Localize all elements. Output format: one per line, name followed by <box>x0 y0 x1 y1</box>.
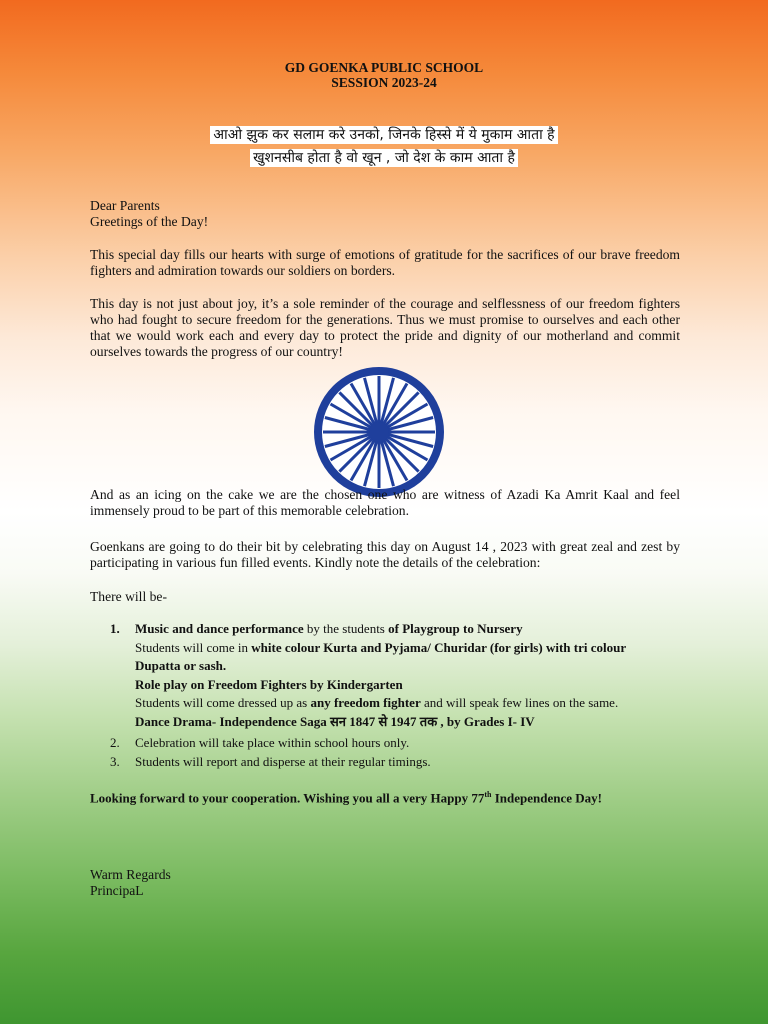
list-item-1-line-6: Dance Drama- Independence Saga सन 1847 से 1947 तक , by Grades I- IV <box>135 714 535 729</box>
closing-wish: Looking forward to your cooperation. Wishing you all a very Happy 77th Independence Day! <box>90 790 603 806</box>
list-number-3: 3. <box>110 754 120 769</box>
shayari-line-1 <box>0 125 768 144</box>
paragraph-celebration: Goenkans are going to do their bit by celebrating this day on August 14 , 2023 with great zeal and zest by participating in various fun filled events. Kindly note the details of the celebration: <box>90 539 680 570</box>
list-item-2: Celebration will take place within school hours only. <box>135 735 410 750</box>
list-number-2: 2. <box>110 735 120 750</box>
list-item-3: Students will report and disperse at their regular timings. <box>135 754 431 769</box>
shayari-line-1-text: आओ झुक कर सलाम करे उनको, जिनके हिस्से में ये मुकाम आता है <box>210 126 557 144</box>
shayari-line-2-text: खुशनसीब होता है वो खून , जो देश के काम आता है <box>250 149 518 167</box>
list-item-1-line-1: Music and dance performance by the students of Playgroup to Nursery <box>135 621 523 636</box>
paragraph-gratitude: This special day fills our hearts with surge of emotions of gratitude for the sacrifices of our brave freedom fighters and admiration towards our soldiers on borders. <box>90 247 680 278</box>
shayari-line-2 <box>0 148 768 167</box>
list-item-1-line-2: Students will come in white colour Kurta and Pyjama/ Churidar (for girls) with tri colour <box>135 639 627 655</box>
paragraph-reminder: This day is not just about joy, it’s a sole reminder of the courage and selflessness of our freedom fighters who had fought to secure freedom for the generations. Thus we must promise to ourselves and each other that we would work each and every day to protect the pride and dignity of our motherland and commit ourselves towards the progress of our country! <box>90 296 680 359</box>
regards: Warm Regards <box>90 867 171 882</box>
signature: PrincipaL <box>90 883 144 898</box>
list-item-1-line-3: Dupatta or sash. <box>135 658 227 673</box>
salutation: Dear Parents <box>90 198 160 213</box>
ashoka-chakra-icon <box>314 367 444 497</box>
list-item-1-line-4: Role play on Freedom Fighters by Kindergarten <box>135 676 403 692</box>
list-intro: There will be- <box>90 589 167 604</box>
list-number-1: 1. <box>110 621 120 636</box>
session-title: SESSION 2023-24 <box>331 75 437 90</box>
school-name: GD GOENKA PUBLIC SCHOOL <box>284 60 484 75</box>
list-item-1-line-5: Students will come dressed up as any freedom fighter and will speak few lines on the same. <box>135 695 619 710</box>
greeting-wish: Greetings of the Day! <box>90 214 209 229</box>
paragraph-azadi: And as an icing on the cake we are the chosen one who are witness of Azadi Ka Amrit Kaal and feel immensely proud to be part of this memorable celebration. <box>90 487 680 518</box>
